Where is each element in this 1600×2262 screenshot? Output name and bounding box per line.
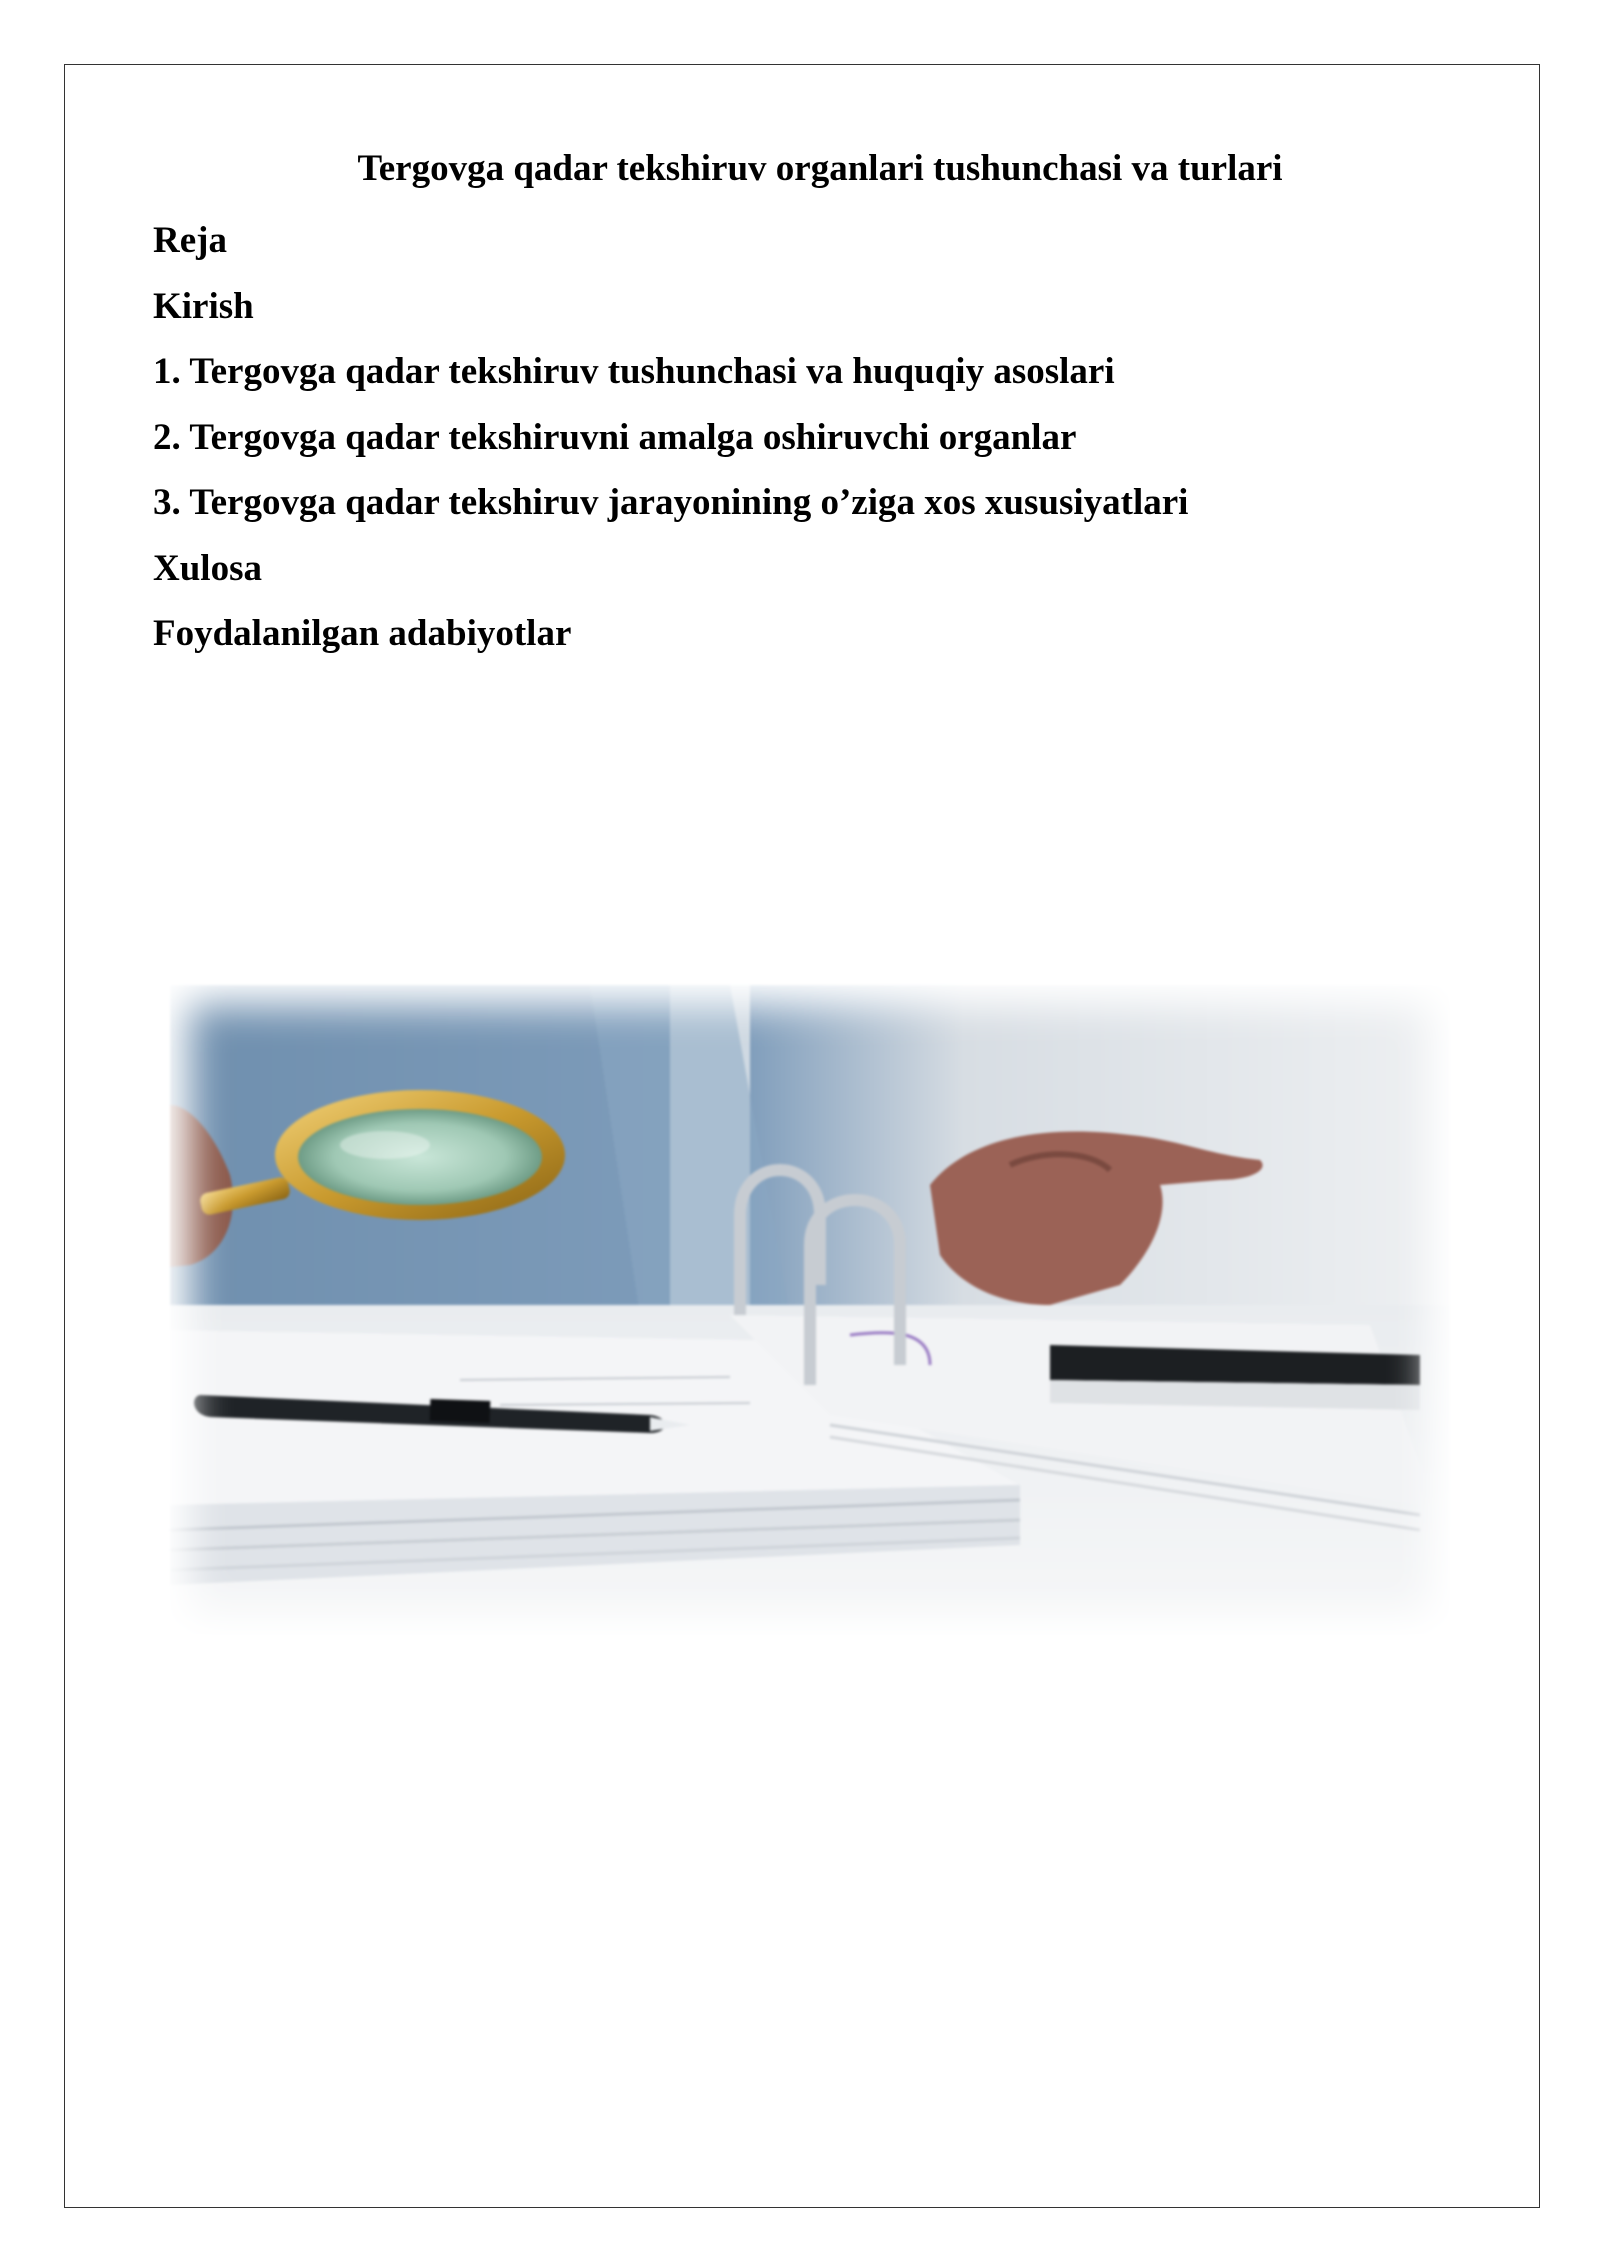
plan-outline [153,220,1188,679]
pen-grip-shape [430,1399,491,1423]
outline-item-xulosa: Xulosa [153,547,262,589]
outline-item-2: 2. Tergovga qadar tekshiruvni amalga oshiruvchi organlar [153,416,1077,458]
outline-heading-reja: Reja [153,220,227,261]
lens-highlight-shape [340,1131,430,1159]
illustration-photo [170,985,1450,1635]
outline-item-3: 3. Tergovga qadar tekshiruv jarayonining o’ziga xos xususiyatlari [153,482,1189,523]
binder-inspection-image [170,985,1450,1635]
outline-item-adabiyotlar: Foydalanilgan adabiyotlar [153,613,572,654]
outline-item-kirish: Kirish [153,285,254,327]
magnifier-lens-shape [298,1109,542,1205]
document-title: Tergovga qadar tekshiruv organlari tushunchasi va turlari [357,148,1283,189]
outline-item-1: 1. Tergovga qadar tekshiruv tushunchasi va huquqiy asoslari [153,351,1115,392]
